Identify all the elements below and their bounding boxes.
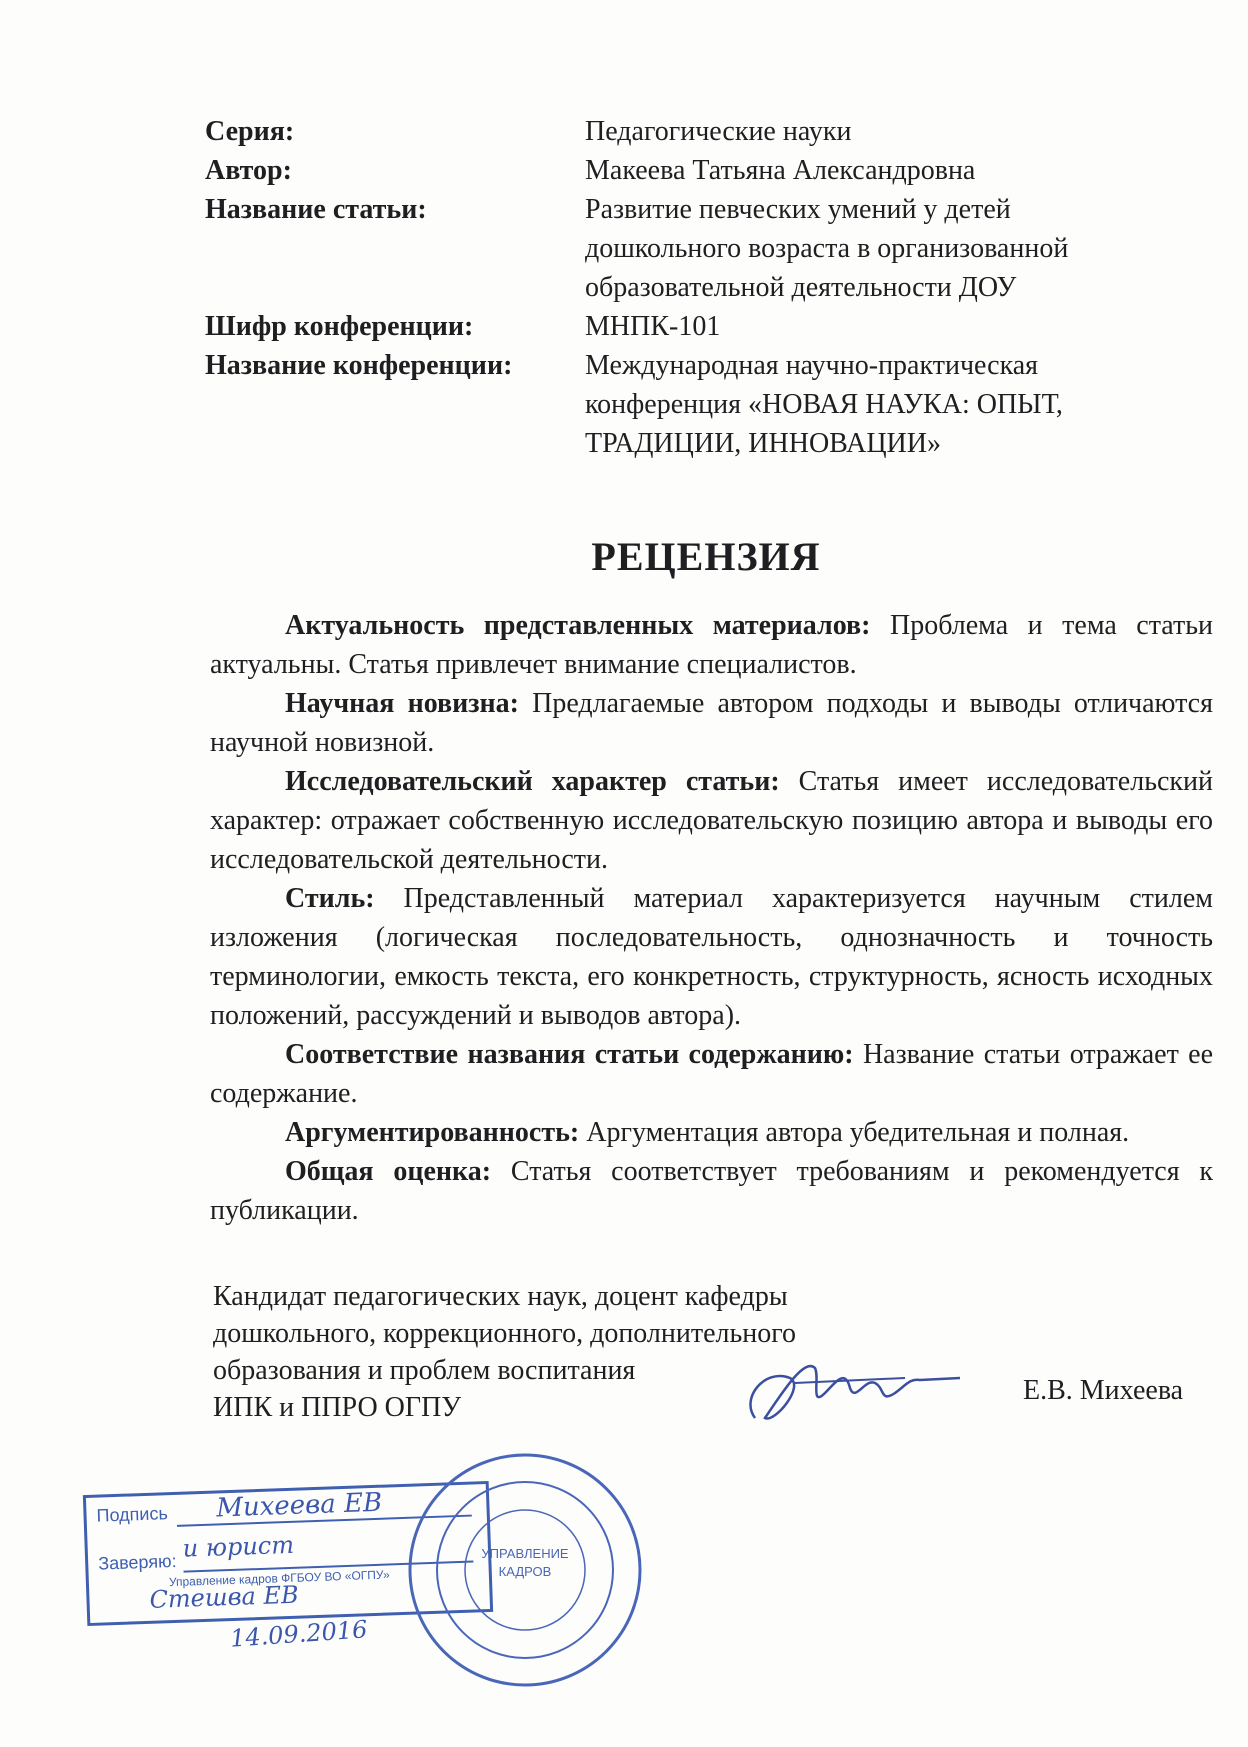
meta-value-line: образовательной деятельности ДОУ bbox=[585, 272, 1017, 303]
reviewer-name: Е.В. Михеева bbox=[1023, 1375, 1184, 1406]
meta-value-line: ТРАДИЦИИ, ИННОВАЦИИ» bbox=[585, 428, 941, 459]
meta-value-line: МНПК-101 bbox=[585, 311, 721, 342]
review-paragraph bbox=[210, 1113, 1213, 1152]
meta-label: Автор: bbox=[205, 155, 292, 186]
paragraph-text: Предлагаемые автором подходы и выводы отличаются научной новизной. bbox=[210, 688, 1213, 758]
meta-label: Название конференции: bbox=[205, 350, 513, 381]
stamp-handwritten-name: Михеева ЕВ bbox=[215, 1487, 383, 1524]
paragraph-text: Представленный материал характеризуется научным стилем изложения (логическая последовательность, однозначность и точность терминологии, емкость текста, его конкретность, структурность, ясность исходных положений, рассуждений и выводов автора). bbox=[210, 883, 1213, 1031]
meta-row bbox=[205, 190, 1105, 307]
paragraph-text: Название статьи отражает ее содержание. bbox=[210, 1039, 1213, 1109]
meta-row bbox=[205, 151, 1105, 190]
meta-value-line: Международная научно-практическая bbox=[585, 350, 1039, 381]
article-meta bbox=[205, 112, 1105, 463]
reviewer-signature bbox=[735, 1348, 965, 1433]
round-seal bbox=[405, 1450, 645, 1690]
paragraph-heading: Исследовательский характер статьи: bbox=[285, 766, 780, 797]
meta-value bbox=[585, 346, 1105, 463]
review-paragraph bbox=[210, 606, 1213, 684]
meta-label: Шифр конференции: bbox=[205, 311, 474, 342]
paragraph-text: Аргументация автора убедительная и полная. bbox=[579, 1117, 1130, 1148]
review-body bbox=[210, 606, 1213, 1230]
meta-label: Название статьи: bbox=[205, 194, 427, 225]
meta-value-line: Макеева Татьяна Александровна bbox=[585, 155, 976, 186]
meta-value-line: Развитие певческих умений у детей bbox=[585, 194, 1011, 225]
document-title: РЕЦЕНЗИЯ bbox=[591, 534, 821, 579]
credential-line: ИПК и ППРО ОГПУ bbox=[213, 1392, 462, 1423]
meta-value bbox=[585, 112, 1105, 151]
seal-line-2: КАДРОВ bbox=[498, 1564, 552, 1579]
paragraph-heading: Научная новизна: bbox=[285, 688, 519, 719]
meta-value-line: дошкольного возраста в организованной bbox=[585, 233, 1069, 264]
meta-row bbox=[205, 112, 1105, 151]
paragraph-heading: Аргументированность: bbox=[285, 1117, 580, 1148]
review-paragraph bbox=[210, 1035, 1213, 1113]
credential-line: образования и проблем воспитания bbox=[213, 1355, 636, 1386]
stamp-handwritten-clerk: Стешва ЕВ bbox=[149, 1580, 300, 1614]
stamp-handwritten-role: и юрист bbox=[182, 1530, 295, 1563]
meta-row bbox=[205, 346, 1105, 463]
credential-line: дошкольного, коррекционного, дополнительного bbox=[213, 1318, 797, 1349]
paragraph-heading: Соответствие названия статьи содержанию: bbox=[285, 1039, 854, 1070]
seal-line-1: УПРАВЛЕНИЕ bbox=[481, 1546, 569, 1561]
stamp-handwritten-date: 14.09.2016 bbox=[229, 1615, 369, 1653]
meta-value bbox=[585, 307, 1105, 346]
meta-value bbox=[585, 151, 1105, 190]
review-paragraph bbox=[210, 879, 1213, 1035]
paragraph-heading: Актуальность представленных материалов: bbox=[285, 610, 871, 641]
review-paragraph bbox=[210, 684, 1213, 762]
meta-row bbox=[205, 307, 1105, 346]
review-paragraph bbox=[210, 1152, 1213, 1230]
credential-line: Кандидат педагогических наук, доцент кафедры bbox=[213, 1281, 788, 1312]
paragraph-text: Проблема и тема статьи актуальны. Статья привлечет внимание специалистов. bbox=[210, 610, 1213, 680]
paragraph-text: Статья соответствует требованиям и рекомендуется к публикации. bbox=[210, 1156, 1213, 1226]
meta-value-line: Педагогические науки bbox=[585, 116, 852, 147]
paragraph-text: Статья имеет исследовательский характер: отражает собственную исследовательскую позицию автора и выводы его исследовательской деятельности. bbox=[210, 766, 1213, 875]
stamp-department: Управление кадров ФГБОУ ВО «ОГПУ» bbox=[168, 1567, 390, 1590]
stamp-certify-label: Заверяю: bbox=[97, 1550, 177, 1574]
paragraph-heading: Общая оценка: bbox=[285, 1156, 492, 1187]
stamp-sign-label: Подпись bbox=[96, 1503, 169, 1526]
paragraph-heading: Стиль: bbox=[285, 883, 375, 914]
meta-value bbox=[585, 190, 1105, 307]
review-paragraph bbox=[210, 762, 1213, 879]
meta-label: Серия: bbox=[205, 116, 295, 147]
meta-value-line: конференция «НОВАЯ НАУКА: ОПЫТ, bbox=[585, 389, 1063, 420]
